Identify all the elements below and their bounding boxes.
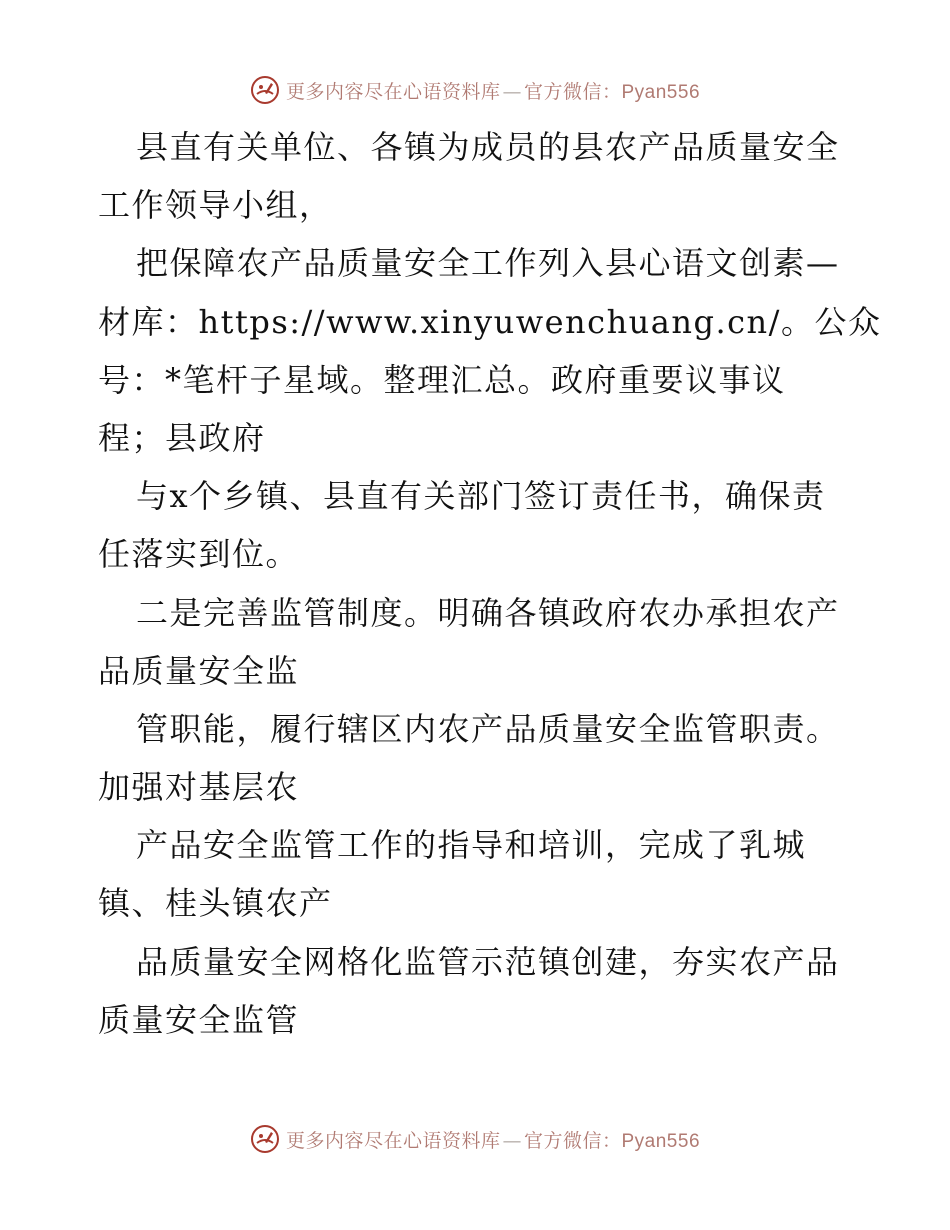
paragraph-line: 二是完善监管制度。明确各镇政府农办承担农产 bbox=[136, 593, 840, 632]
watermark-main-text: 更多内容尽在心语资料库 bbox=[285, 1129, 501, 1152]
header-watermark bbox=[0, 72, 950, 108]
paragraph-line: 工作领导小组， bbox=[98, 186, 333, 225]
paragraph-line: 品质量安全监 bbox=[98, 651, 300, 690]
paragraph-line: 材库：https://www.xinyuwenchuang.cn/。公众 bbox=[98, 302, 882, 341]
watermark-main-text: 更多内容尽在心语资料库 bbox=[285, 80, 501, 103]
document-body bbox=[98, 118, 882, 1049]
paragraph-line: 把保障农产品质量安全工作列入县心语文创素— bbox=[136, 244, 840, 283]
paragraph-line: 加强对基层农 bbox=[98, 768, 300, 807]
watermark-official-text: 官方微信： bbox=[523, 80, 622, 103]
watermark-dash: — bbox=[502, 80, 522, 103]
watermark-wechat-id: Pyan556 bbox=[621, 1130, 701, 1152]
paragraph-line: 质量安全监管 bbox=[98, 1000, 300, 1039]
watermark-wechat-id: Pyan556 bbox=[621, 81, 701, 103]
footer-watermark bbox=[0, 1121, 950, 1157]
paragraph-line: 品质量安全网格化监管示范镇创建，夯实农产品 bbox=[136, 942, 840, 981]
paragraph-line: 管职能，履行辖区内农产品质量安全监管职责。 bbox=[136, 709, 840, 748]
watermark-dash: — bbox=[502, 1129, 522, 1152]
paragraph-line: 县直有关单位、各镇为成员的县农产品质量安全 bbox=[136, 128, 840, 166]
paragraph-line: 镇、桂头镇农产 bbox=[98, 884, 333, 923]
paragraph-line: 号：*笔杆子星域。整理汇总。政府重要议事议 bbox=[98, 360, 786, 399]
paragraph-line: 产品安全监管工作的指导和培训，完成了乳城 bbox=[136, 826, 807, 865]
book-pen-logo-icon bbox=[250, 1124, 280, 1154]
paragraph-line: 任落实到位。 bbox=[98, 535, 300, 574]
paragraph-line: 程；县政府 bbox=[98, 418, 266, 457]
paragraph-line: 与x个乡镇、县直有关部门签订责任书，确保责 bbox=[136, 477, 826, 516]
book-pen-logo-icon bbox=[250, 75, 280, 105]
watermark-official-text: 官方微信： bbox=[523, 1129, 622, 1152]
